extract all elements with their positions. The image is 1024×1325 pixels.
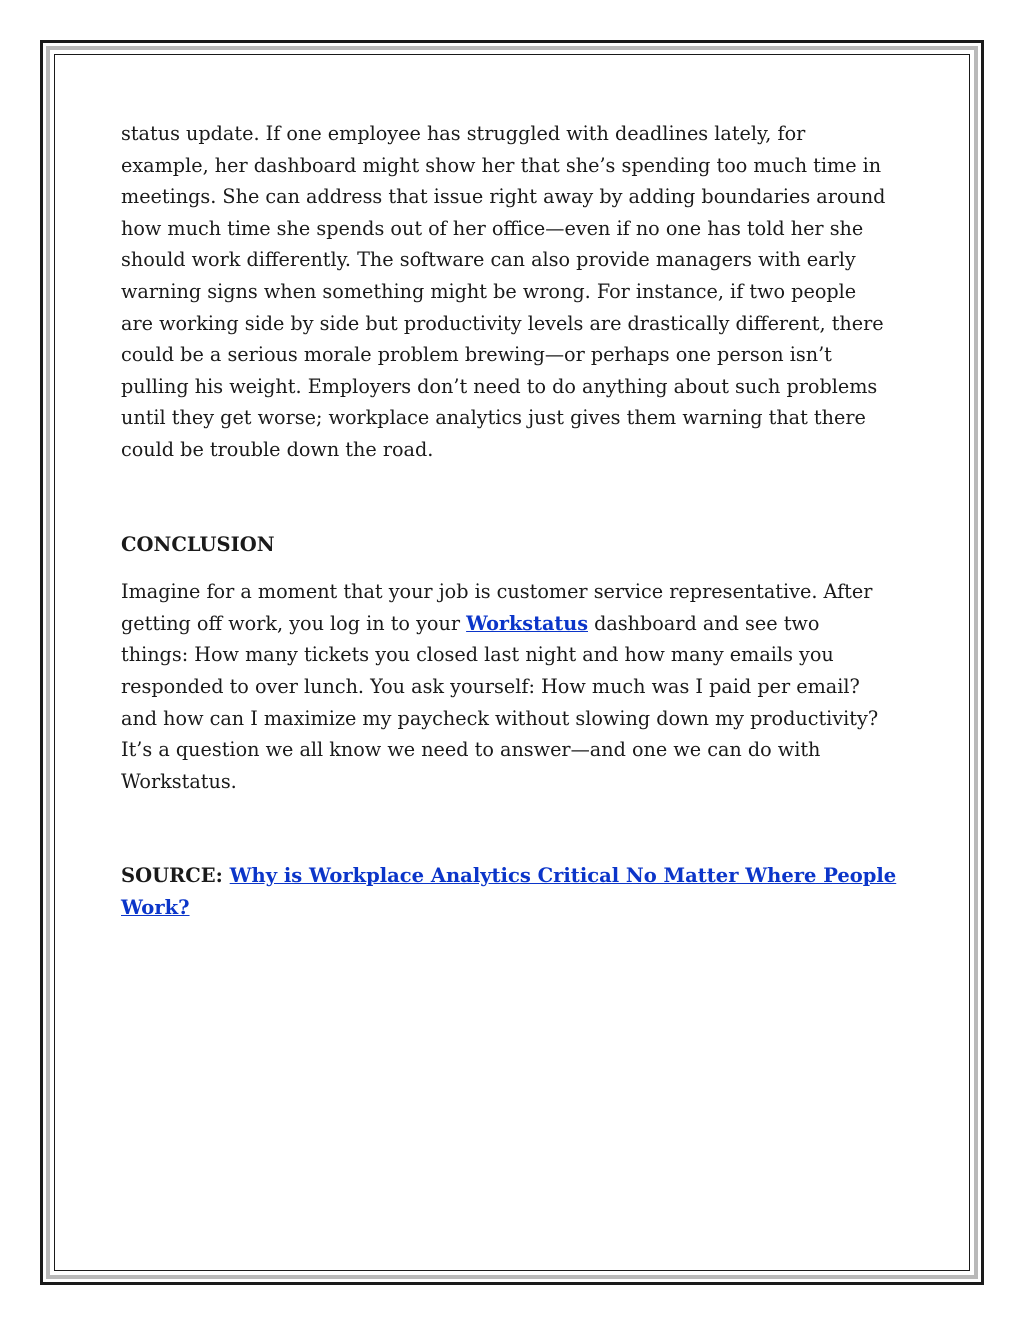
source-label: SOURCE:	[121, 864, 230, 888]
source-article-link[interactable]: Why is Workplace Analytics Critical No Matter Where People Work?	[121, 864, 897, 919]
conclusion-paragraph	[121, 576, 911, 797]
document-content	[121, 118, 911, 923]
section-heading-conclusion: CONCLUSION	[121, 532, 275, 556]
conclusion-text-before-link: Imagine for a moment that your job is customer service representative. After getting off work, you log in to your	[121, 580, 873, 635]
source-line	[121, 860, 911, 923]
workstatus-link[interactable]: Workstatus	[466, 611, 588, 635]
conclusion-text-after-link: dashboard and see two things: How many tickets you closed last night and how many emails you responded to over lunch. You ask yourself: How much was I paid per email? and how can I maximize my paycheck without slowing down my productivity? It’s a question we all know we need to answer—and one we can do with Workstatus.	[121, 611, 879, 793]
body-paragraph: status update. If one employee has struggled with deadlines lately, for example, her dashboard might show her that she’s spending too much time in meetings. She can address that issue right away by adding boundaries around how much time she spends out of her office—even if no one has told her she should work differently. The software can also provide managers with early warning signs when something might be wrong. For instance, if two people are working side by side but productivity levels are drastically different, there could be a serious morale problem brewing—or perhaps one person isn’t pulling his weight. Employers don’t need to do anything about such problems until they get worse; workplace analytics just gives them warning that there could be trouble down the road.	[121, 122, 886, 461]
